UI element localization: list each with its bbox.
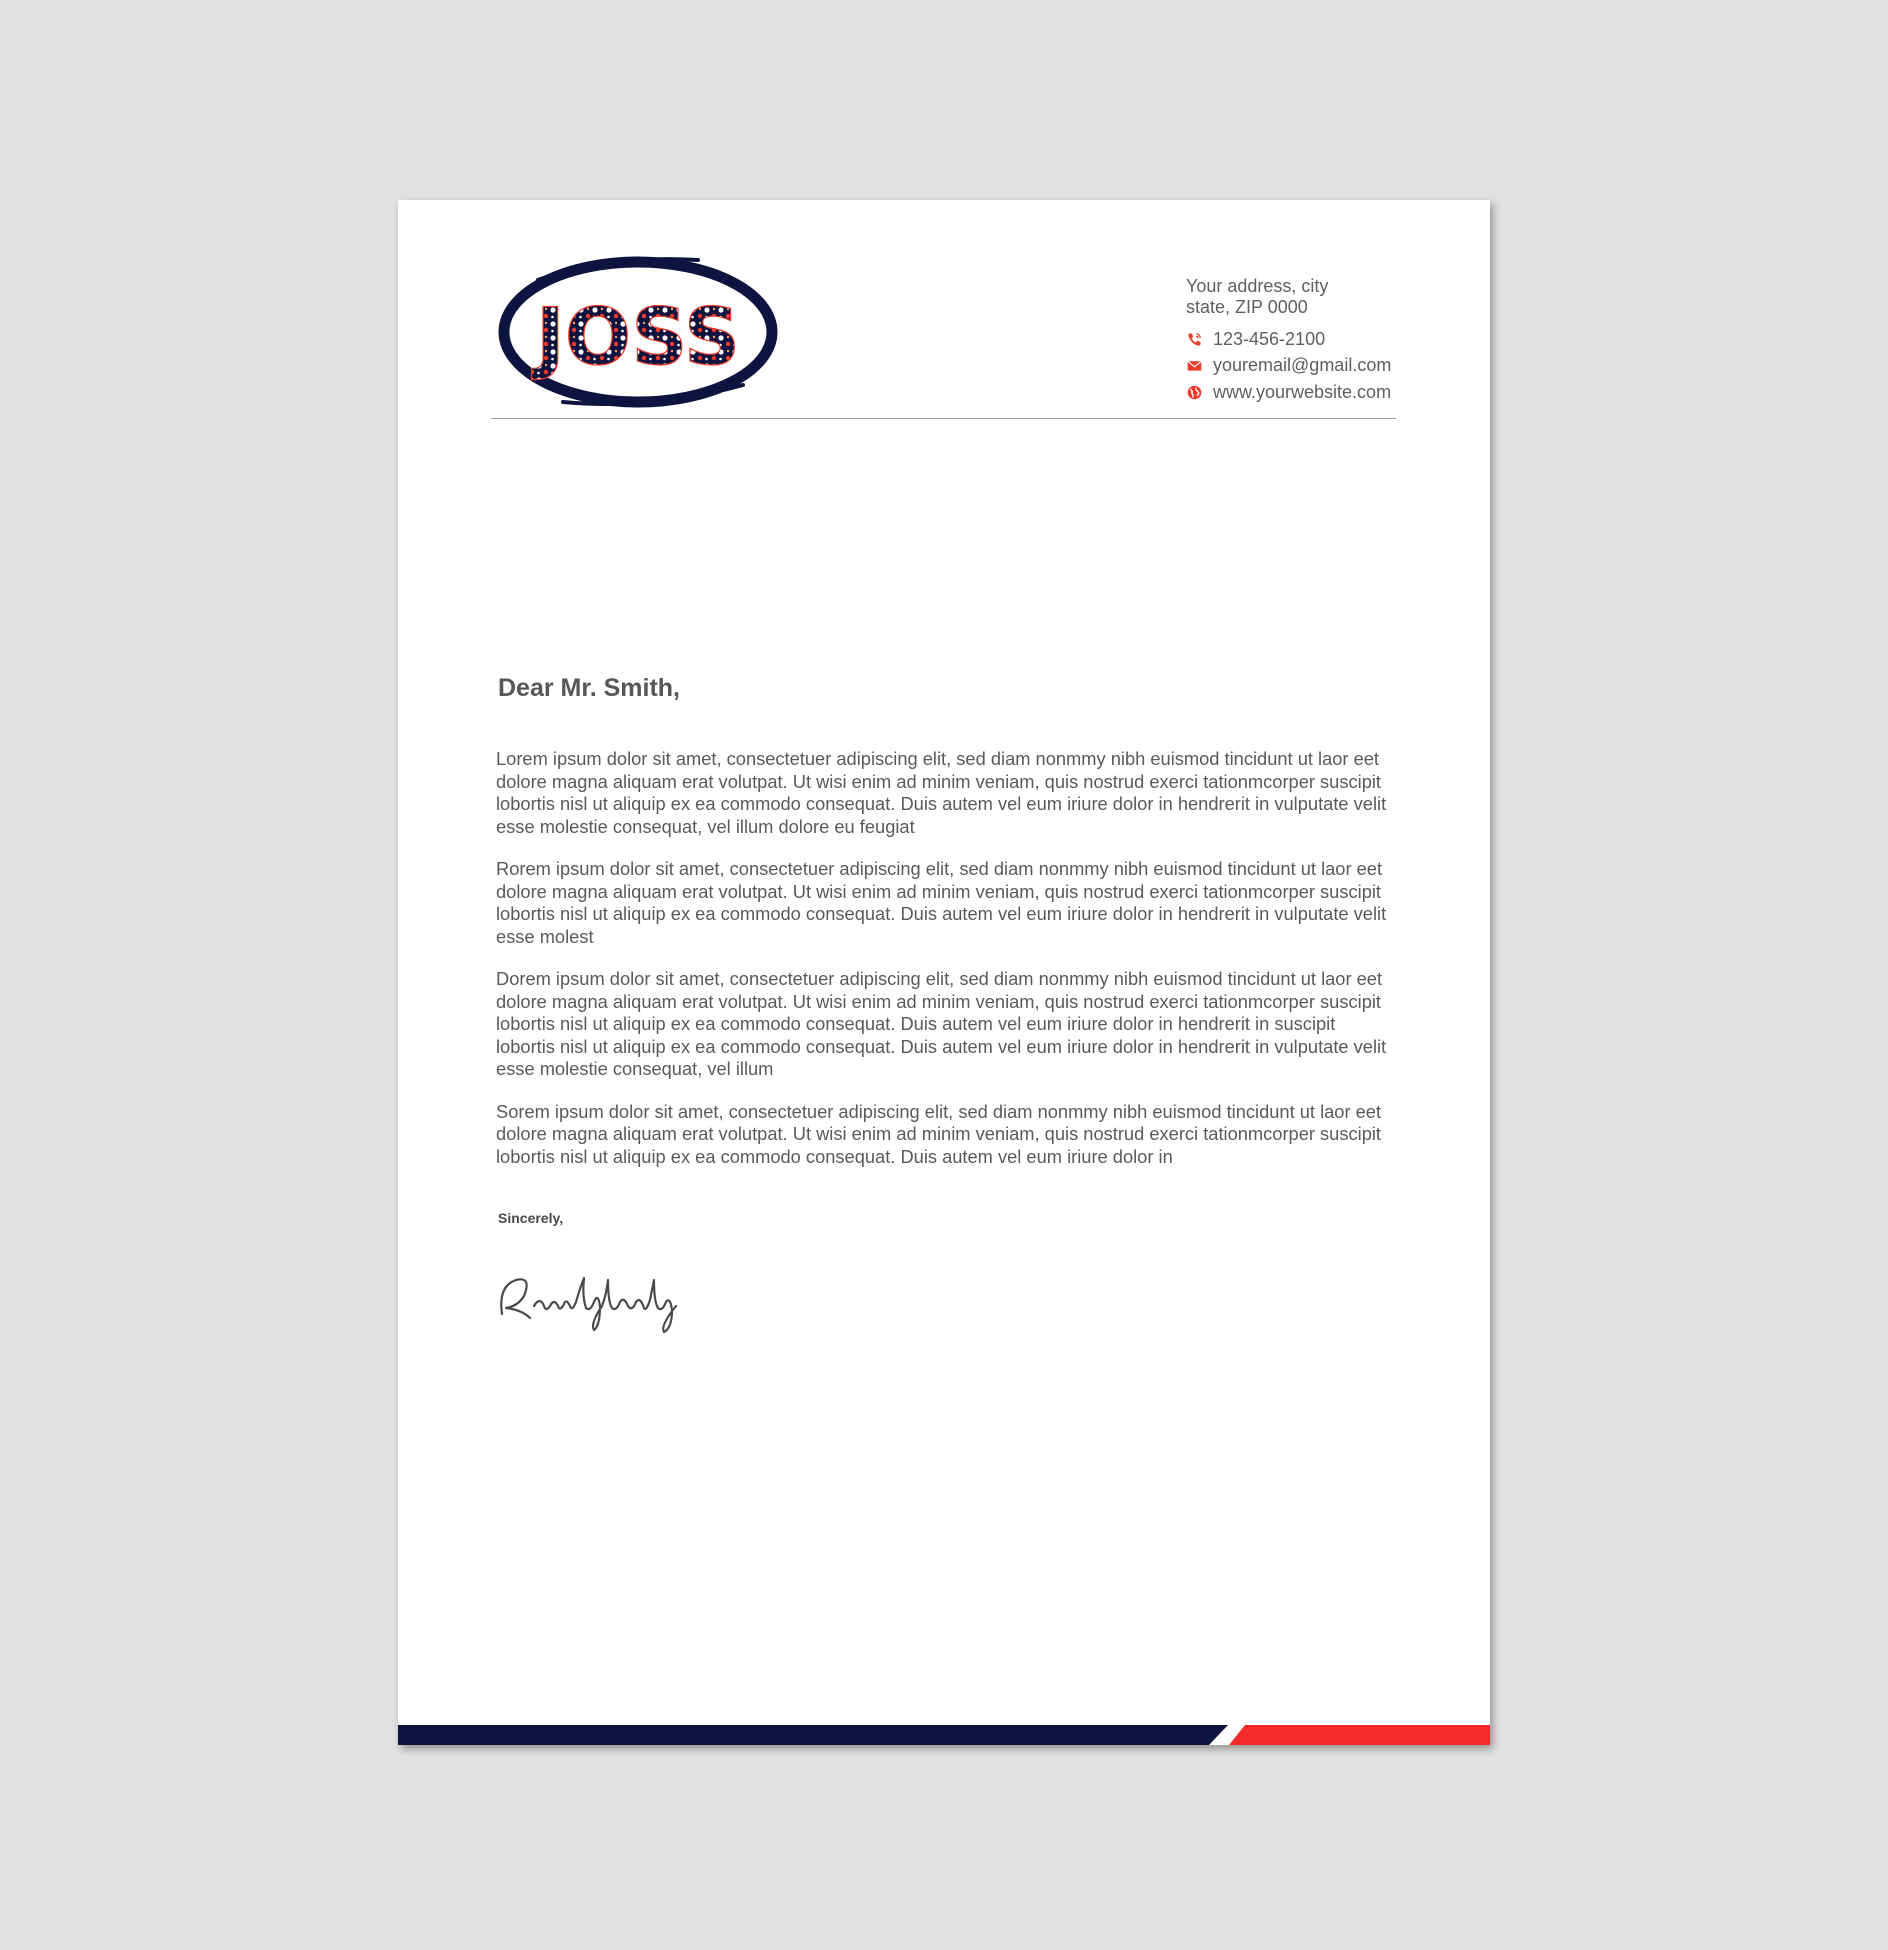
- email-row: [1186, 353, 1426, 380]
- logo-wordmark: JOSS: [535, 293, 741, 383]
- footer-stripe: [398, 1725, 1490, 1745]
- address-line-2: state, ZIP 0000: [1186, 297, 1308, 317]
- joss-logo: [493, 250, 783, 410]
- globe-icon: [1186, 384, 1203, 401]
- paragraph-4: Sorem ipsum dolor sit amet, consectetuer adipiscing elit, sed diam nonmmy nibh euismod tincidunt ut laor eet dolore magna aliquam erat volutpat. Ut wisi enim ad minim veniam, quis nostrud exerci tationmcorper suscipit lobortis nisl ut aliquip ex ea commodo consequat. Duis autem vel eum iriure dolor in: [496, 1100, 1382, 1167]
- phone-icon: [1186, 331, 1203, 348]
- footer-red-band: [1229, 1725, 1490, 1745]
- email-address: youremail@gmail.com: [1213, 355, 1392, 376]
- paragraph-2: Rorem ipsum dolor sit amet, consectetuer adipiscing elit, sed diam nonmmy nibh euismod tincidunt ut laor eet dolore magna aliquam erat volutpat. Ut wisi enim ad minim veniam, quis nostrud exerci tationmcorper suscipit lobortis nisl ut aliquip ex ea commodo consequat. Duis autem vel eum iriure dolor in hendrerit in vulputate velit esse molest: [496, 858, 1387, 947]
- header-divider: [491, 418, 1396, 419]
- phone-number: 123-456-2100: [1213, 328, 1326, 349]
- paragraph-1: Lorem ipsum dolor sit amet, consectetuer adipiscing elit, sed diam nonmmy nibh euismod tincidunt ut laor eet dolore magna aliquam erat volutpat. Ut wisi enim ad minim veniam, quis nostrud exerci tationmcorper suscipit lobortis nisl ut aliquip ex ea commodo consequat. Duis autem vel eum iriure dolor in hendrerit in vulputate velit esse molestie consequat, vel illum dolore eu feugiat: [496, 748, 1387, 837]
- contact-block: [1186, 276, 1426, 406]
- signature: [494, 1266, 684, 1336]
- website-url: www.yourwebsite.com: [1213, 381, 1392, 402]
- envelope-icon: [1186, 357, 1203, 374]
- website-row: [1186, 379, 1426, 406]
- letter-body: [496, 748, 1396, 1188]
- letterhead-sheet: [398, 200, 1490, 1745]
- closing: Sincerely,: [498, 1210, 564, 1226]
- salutation: Dear Mr. Smith,: [498, 674, 680, 702]
- footer-navy-band: [398, 1725, 1228, 1745]
- phone-row: [1186, 326, 1426, 353]
- address-line-1: Your address, city: [1186, 276, 1329, 296]
- paragraph-3: Dorem ipsum dolor sit amet, consectetuer adipiscing elit, sed diam nonmmy nibh euismod tincidunt ut laor eet dolore magna aliquam erat volutpat. Ut wisi enim ad minim veniam, quis nostrud exerci tationmcorper suscipit lobortis nisl ut aliquip ex ea commodo consequat. Duis autem vel eum iriure dolor in hendrerit in suscipit lobortis nisl ut aliquip ex ea commodo consequat. Duis autem vel eum iriure dolor in hendrerit in vulputate velit esse molestie consequat, vel illum: [496, 968, 1387, 1079]
- address: [1186, 276, 1426, 318]
